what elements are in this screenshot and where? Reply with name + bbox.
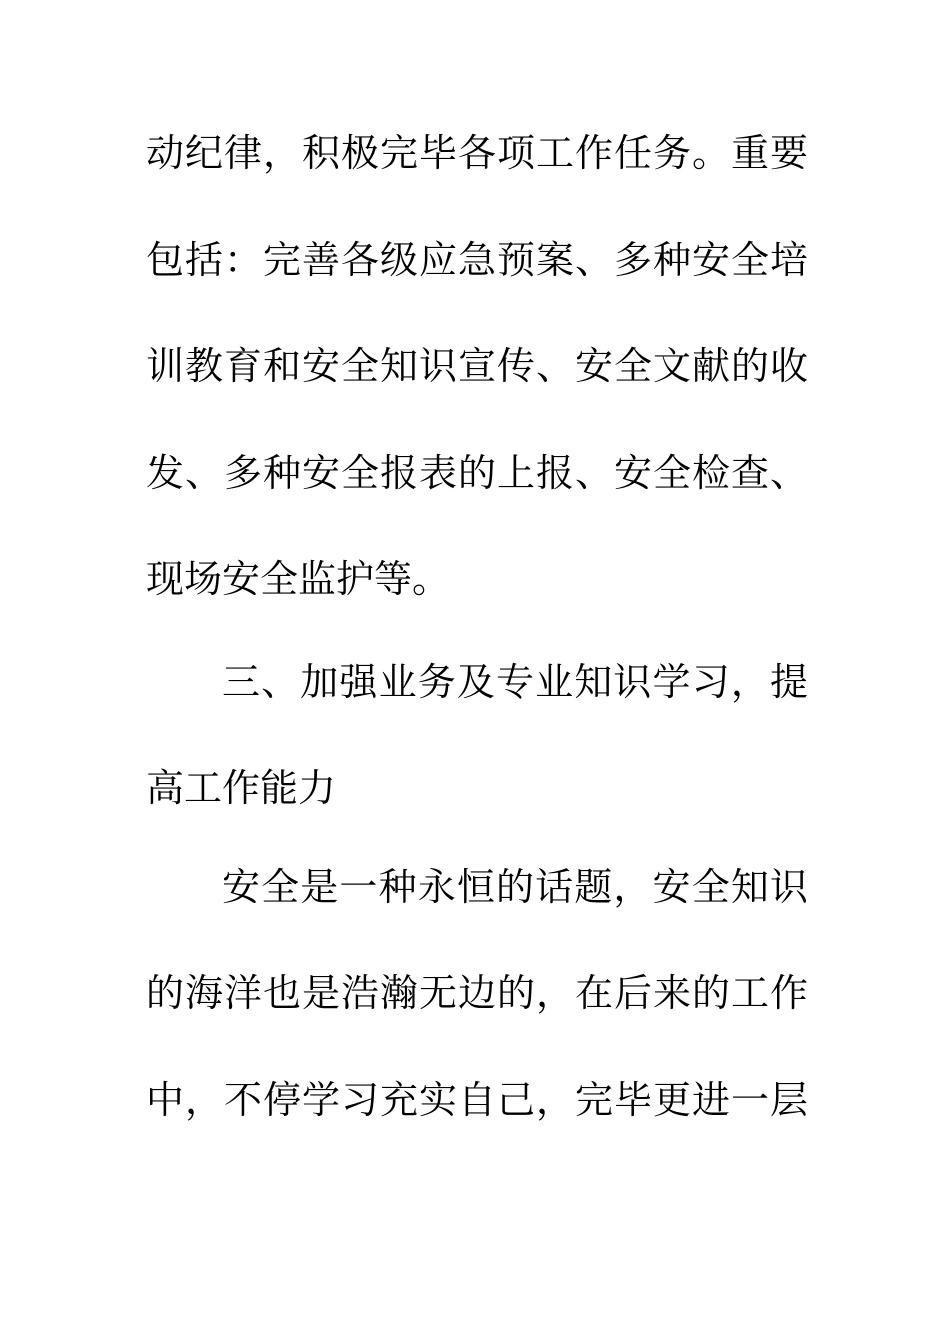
- text-line-7: 的海洋也是浩瀚无边的，在后来的工作: [146, 971, 808, 1015]
- text-line-2: 包括：完善各级应急预案、多种安全培: [146, 238, 808, 282]
- text-line-3: 训教育和安全知识宣传、安全文献的收: [146, 344, 808, 388]
- section-heading-line-2: 高工作能力: [146, 766, 337, 810]
- text-line-5: 现场安全监护等。: [146, 557, 451, 601]
- text-line-8: 中，不停学习充实自己，完毕更进一层: [146, 1078, 808, 1122]
- text-line-6: 安全是一种永恒的话题，安全知识: [222, 865, 808, 909]
- text-line-4: 发、多种安全报表的上报、安全检查、: [146, 451, 808, 495]
- text-line-1: 动纪律，积极完毕各项工作任务。重要: [146, 131, 808, 175]
- section-heading-line-1: 三、加强业务及专业知识学习，提: [222, 660, 808, 704]
